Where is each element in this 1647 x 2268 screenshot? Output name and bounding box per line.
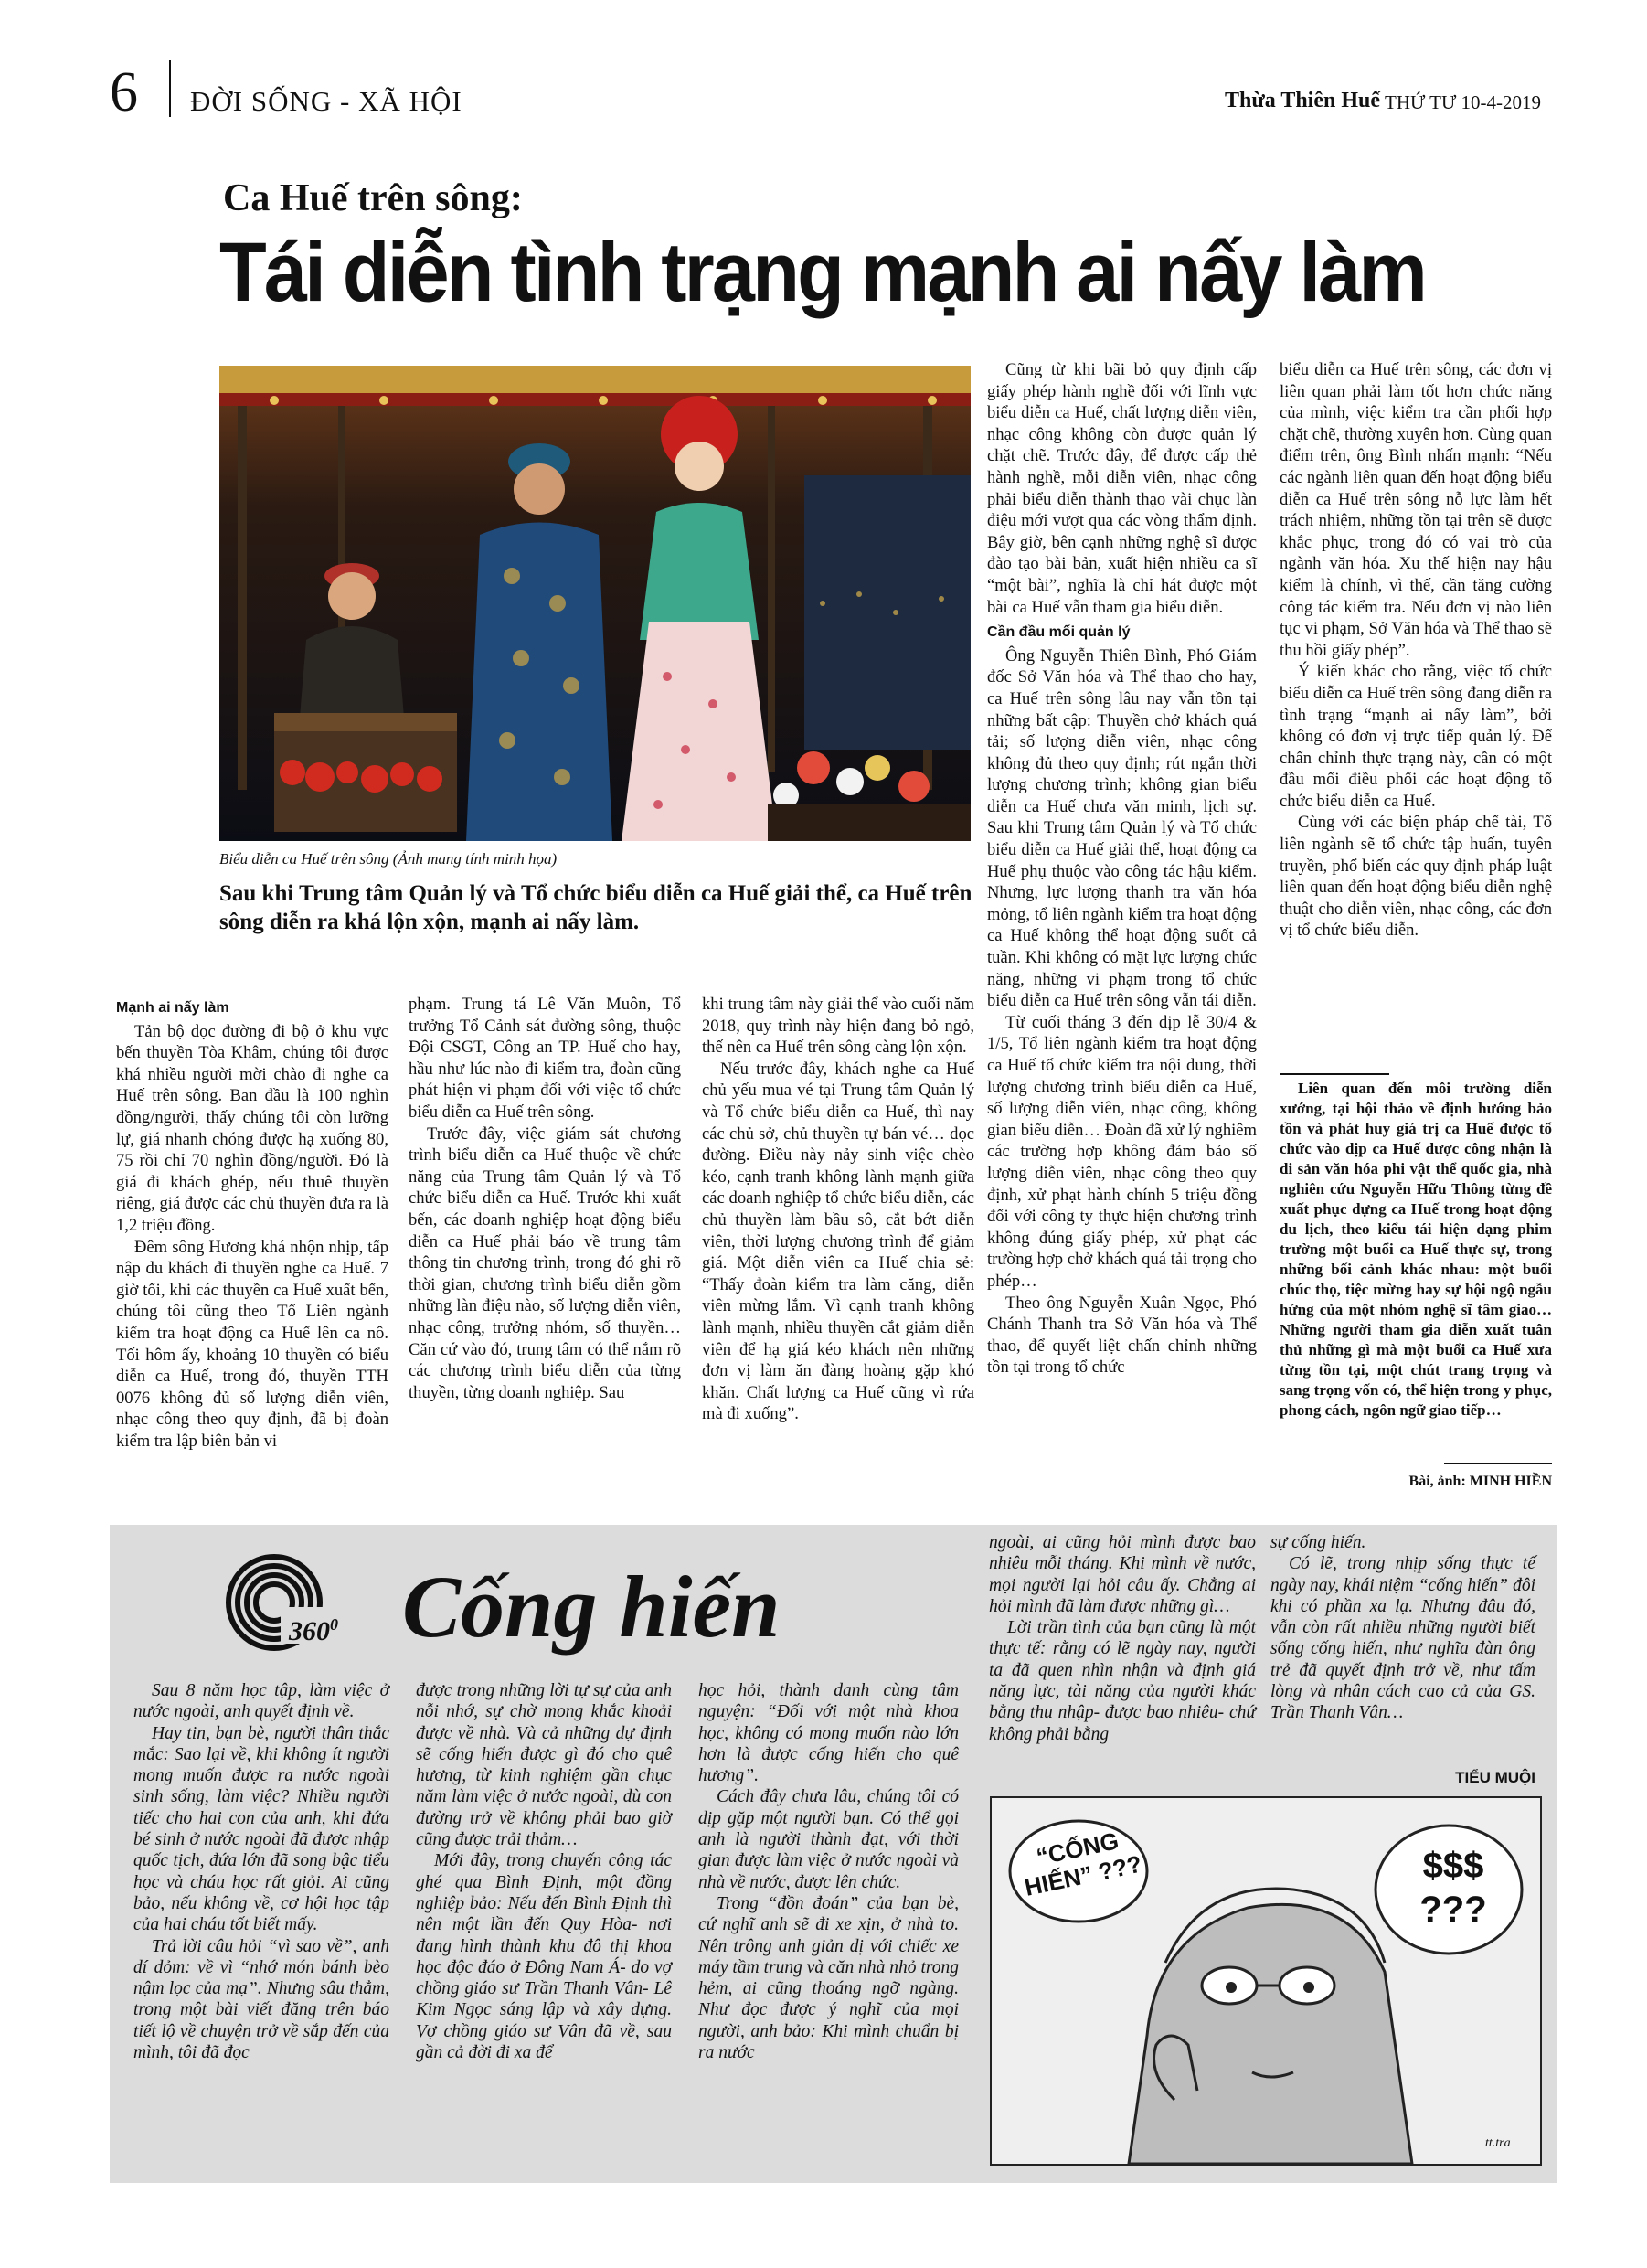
paragraph: Lời trần tình của bạn cũng là một thực tế: rằng có lẽ ngày nay, người ta đã quen nhìn nhận và định giá năng lực, tài năng của người khác bằng thu nhập- được bao nhiêu- chứ không phải bằng [989, 1618, 1256, 1744]
article-headline: Tái diễn tình trạng mạnh ai nấy làm [219, 226, 1426, 319]
article-column-5 [1280, 359, 1552, 942]
cartoon-bubble-left: “CỐNG HIẾN” ??? [1022, 1826, 1144, 1901]
cartoon-bubble-right: $$$ ??? [1419, 1846, 1487, 1930]
paragraph: Ông Nguyễn Thiên Bình, Phó Giám đốc Sở Văn hóa và Thể thao cho hay, ca Huế trên sông lâu nay vẫn tồn tại những bất cập: Thuyền chở khách quá tải; số lượng diễn viên, nhạc công không đủ theo quy định; rút ngắn thời lượng chương trình; không gian biểu diễn ca Huế chưa văn minh, lịch sự. Sau khi Trung tâm Quản lý và Tổ chức biểu diễn ca Huế giải thể, hoạt động ca Huế phụ thuộc vào công tác hậu kiểm. Nhưng, lực lượng thanh tra văn hóa mỏng, tổ liên ngành kiểm tra hoạt động ca Huế không thể hoạt động suốt cả tuần. Khi không có mặt lực lượng chức năng, những vi phạm trong tổ chức biểu diễn ca Huế trên sông vẫn tái diễn. [987, 645, 1257, 1011]
cartoon-signature: tt.tra [1485, 2136, 1511, 2150]
paragraph: Nếu trước đây, khách nghe ca Huế chủ yếu mua vé tại Trung tâm Quản lý và Tổ chức biểu diễn ca Huế, thì nay các chủ sở, chủ thuyền tự bán vé… dọc đường. Điều này nảy sinh việc chèo kéo, cạnh tranh không lành mạnh giữa các doanh nghiệp tổ chức biểu diễn, các chủ thuyền làm bầu sô, cắt bớt diễn viên, thời lượng chương trình để giảm giá. Một diễn viên ca Huế chia sẻ: “Thấy đoàn kiểm tra làm căng, diễn viên mừng lắm. Vì cạnh tranh không lành mạnh, nhiều thuyền cắt giảm diễn viên để hạ giá kéo khách nên những đơn vị làm ăn đàng hoàng gặp khó khăn. Chất lượng ca Huế cũng vì rứa mà đi xuống”. [702, 1059, 974, 1424]
column-360-author: TIỂU MUỘI [1455, 1769, 1535, 1786]
paragraph: Đêm sông Hương khá nhộn nhịp, tấp nập du khách đi thuyền nghe ca Huế. 7 giờ tối, khi các thuyền ca Huế xuất bến, chúng tôi cũng theo Tổ Liên ngành kiểm tra hoạt động ca Huế lên ca nô. Tối hôm ấy, khoảng 10 thuyền có biểu diễn ca Huế, trong đó, thuyền TTH 0076 không đủ số lượng diễn viên, nhạc công theo quy định, đã bị đoàn kiểm tra lập biên bản vi [116, 1237, 388, 1451]
paragraph: được trong những lời tự sự của anh nỗi nhớ, sự chờ mong khắc khoải được về nhà. Và cả những dự định sẽ cống hiến được gì đó cho quê hương, từ kinh nghiệm gần chục năm làm việc ở nước ngoài, dù con đường trở về không phải bao giờ cũng được trải thảm… [416, 1681, 672, 1850]
performance-photo-illustration [219, 366, 971, 841]
logo-number: 360 [289, 1616, 330, 1646]
column-360-col-3 [698, 1680, 959, 2063]
paragraph: Trong “đồn đoán” của bạn bè, cứ nghĩ anh sẽ đi xe xịn, ở nhà to. Nên trông anh giản dị với chiếc xe máy tầm trung và căn nhà nhỏ trong hẻm, ai cũng thoáng ngỡ ngàng. Như đọc được ý nghĩ của mọi người, anh bảo: Khi mình chuẩn bị ra nước [698, 1893, 959, 2063]
paper-name: Thừa Thiên Huế [1225, 89, 1381, 112]
article-column-2 [409, 994, 681, 1403]
paragraph: học hỏi, thành danh cùng tâm nguyện: “Đối với một nhà khoa học, không có mong muốn nào lớn hơn là được cống hiến cho quê hương”. [698, 1681, 959, 1786]
cartoon-illustration [990, 1796, 1542, 2166]
paragraph: sự cống hiến. [1270, 1533, 1366, 1552]
sidebar-box: Liên quan đến môi trường diễn xướng, tại hội thảo về định hướng bảo tồn và phát huy giá trị ca Huế được tổ chức vào dịp ca Huế được công nhận là di sản văn hóa phi vật thể quốc gia, nhà nghiên cứu Nguyễn Hữu Thông từng đề xuất phục dựng ca Huế trong hoạt động du lịch, theo kiểu tái hiện dạng phim trường một buổi ca Huế thực sự, trong những bối cảnh khác nhau: một buổi chúc thọ, tiệc mừng hay sự hội ngộ ngẫu hứng của một nhóm nghệ sĩ tâm giao… Những người tham gia diễn xuất tuân thủ những gì mà một buổi ca Huế xưa từng tồn tại, một chút trang trọng và sang trọng vốn có, thể hiện trong y phục, phong cách, ngôn ngữ giao tiếp… [1280, 1080, 1552, 1419]
sidebar-rule-top [1280, 1073, 1389, 1075]
paragraph: Tản bộ dọc đường đi bộ ở khu vực bến thuyền Tòa Khâm, chúng tôi được khá nhiều người mời chào đi nghe ca Huế trên sông. Ban đầu là 100 nghìn đồng/người, thấy chúng tôi còn lưỡng lự, giá nhanh chóng được hạ xuống 80, 75 rồi chỉ 70 nghìn đồng/người. Đó là giá đi khách ghép, nếu thuê thuyền riêng, giá được các chủ thuyền đưa ra là 1,2 triệu đồng. [116, 1021, 388, 1235]
article-column-4 [987, 359, 1257, 1379]
paragraph: Mới đây, trong chuyến công tác ghé qua Bình Định, một đồng nghiệp bảo: Nếu đến Bình Định thì nên một lần đến Quy Hòa- nơi đang hình thành khu đô thị khoa học độc đáo ở Đông Nam Á- do vợ chồng giáo sư Trần Thanh Vân- Lê Kim Ngọc sáng lập và xây dựng. Vợ chồng giáo sư Vân đã về, sau gần cả đời đi xa để [416, 1851, 672, 2063]
section-title: ĐỜI SỐNG - XÃ HỘI [190, 85, 462, 117]
column-360-title: Cống hiến [402, 1558, 781, 1656]
article-lead: Sau khi Trung tâm Quản lý và Tổ chức biểu diễn ca Huế giải thể, ca Huế trên sông diễn ra khá lộn xộn, mạnh ai nấy làm. [219, 881, 972, 934]
logo-degree: 0 [330, 1615, 338, 1634]
issue-date: THỨ TƯ 10-4-2019 [1385, 91, 1542, 113]
column-360-col-2 [416, 1680, 672, 2063]
page-number: 6 [110, 61, 138, 123]
byline-rule [1444, 1463, 1552, 1464]
paragraph: Có lẽ, trong nhịp sống thực tế ngày nay, khái niệm “cống hiến” đôi khi có phần xa lạ. Nhưng đâu đó, vẫn còn rất nhiều những người biết sống cống hiến, như nghĩa đàn ông trẻ đã quyết định trở về, như tấm lòng và nhân cách cao cả của GS. Trần Thanh Vân… [1270, 1554, 1535, 1723]
paragraph: ngoài, ai cũng hỏi mình được bao nhiêu mỗi tháng. Khi mình về nước, mọi người lại hỏi câu ấy. Chẳng ai hỏi mình đã làm được những gì… [989, 1533, 1256, 1616]
paragraph: Cùng với các biện pháp chế tài, Tổ liên ngành sẽ tổ chức tập huấn, tuyên truyền, phổ biến các quy định pháp luật liên quan đến hoạt động biểu diễn nghệ thuật cho diễn viên, nhạc công, các đơn vị tổ chức biểu diễn. [1280, 813, 1552, 941]
column-360-col-5 [1270, 1532, 1535, 1724]
360-logo-text [289, 1615, 338, 1647]
article-kicker: Ca Huế trên sông: [223, 177, 523, 219]
paragraph: Từ cuối tháng 3 đến dịp lễ 30/4 & 1/5, Tổ liên ngành kiểm tra hoạt động ca Huế tổ chức kiểm tra nội dung, thời lượng chương trình biểu diễn ca Huế, số lượng diễn viên, nhạc công, không gian biểu diễn… Đoàn đã xử lý nghiêm các trường hợp không đảm bảo số lượng diễn viên, nhạc công theo quy định, xử phạt hành chính 5 triệu đồng đối với công ty thực hiện chương trình không đúng giấy phép, xử phạt các trường hợp chở khách quá tải trọng cho phép… [987, 1012, 1257, 1291]
paragraph: Cũng từ khi bãi bỏ quy định cấp giấy phép hành nghề đối với lĩnh vực biểu diễn ca Huế, chất lượng diễn viên, nhạc công không còn được quản lý chặt chẽ. Trước đây, để được cấp thẻ hành nghề, mỗi diễn viên, nhạc công phải biểu diễn thành thạo vài chục làn điệu mới vượt qua các vòng thẩm định. Bây giờ, bên cạnh những nghệ sĩ được đào tạo bài bản, xuất hiện nhiều ca sĩ “một bài”, nghĩa là chỉ hát được một bài ca Huế vẫn tham gia biểu diễn. [987, 360, 1257, 617]
paragraph: Sau 8 năm học tập, làm việc ở nước ngoài, anh quyết định về. [133, 1681, 389, 1722]
article-column-1 [116, 994, 388, 1452]
article-byline: Bài, ảnh: MINH HIỀN [1408, 1474, 1552, 1489]
paragraph: Trước đây, việc giám sát chương trình biểu diễn ca Huế thuộc về chức năng của Trung tâm Quản lý và Tổ chức biểu diễn ca Huế. Trước khi xuất bến, các doanh nghiệp hoạt động biểu diễn ca Huế phải báo về trung tâm thông tin chương trình, trong đó ghi rõ thời gian, chương trình biểu diễn gồm những làn điệu nào, số lượng diễn viên, nhạc công, trưởng nhóm, số thuyền… Căn cứ vào đó, trung tâm có thể nắm rõ các chương trình biểu diễn của từng thuyền, từng doanh nghiệp. Sau [409, 1123, 681, 1402]
paragraph: khi trung tâm này giải thể vào cuối năm 2018, quy trình này hiện đang bỏ ngỏ, thế nên ca Huế trên sông càng lộn xộn. [702, 995, 974, 1058]
paragraph: phạm. Trung tá Lê Văn Muôn, Tổ trưởng Tổ Cảnh sát đường sông, thuộc Đội CSGT, Công an TP. Huế cho hay, hầu như lúc nào đi kiểm tra, đoàn cũng phát hiện vi phạm đối với việc tổ chức biểu diễn ca Huế trên sông. [409, 995, 681, 1122]
paragraph: biểu diễn ca Huế trên sông, các đơn vị liên quan phải làm tốt hơn chức năng của mình, việc kiểm tra cần phối hợp chặt chẽ, thường xuyên hơn. Cùng quan điểm trên, ông Bình nhấn mạnh: “Nếu các ngành liên quan đến hoạt động biểu diễn ca Huế trên sông nỗ lực làm hết trách nhiệm, những tồn tại trên sẽ được khắc phục, trong đó có vai trò của ngành văn hóa. Xu thế hiện nay hậu kiểm là chính, vì thế, cần tăng cường công tác kiểm tra. Nếu đơn vị nào liên tục vi phạm, Sở Văn hóa và Thể thao sẽ thu hồi giấy phép”. [1280, 360, 1552, 660]
header-divider [169, 60, 171, 117]
subhead-manh-ai-nay-lam: Mạnh ai nấy làm [116, 1000, 229, 1016]
paragraph: Theo ông Nguyễn Xuân Ngọc, Phó Chánh Thanh tra Sở Văn hóa và Thể thao, để quyết liệt chấn chỉnh những tồn tại trong tổ chức [987, 1293, 1257, 1378]
article-column-3 [702, 994, 974, 1425]
subhead-can-dau-moi: Cần đầu mối quản lý [987, 624, 1131, 641]
article-photo [219, 366, 971, 841]
paragraph: Hay tin, bạn bè, người thân thắc mắc: Sao lại về, khi không ít người mong muốn được ra nước ngoài sinh sống, làm việc? Nhiều người tiếc cho hai con của anh, khi đứa bé sinh ở nước ngoài đã được nhập quốc tịch, đứa lớn đã song bậc tiểu học và cháu học rất giỏi. Ai cũng bảo, nếu không về, cơ hội học tập của hai cháu tốt biết mấy. [133, 1723, 389, 1935]
photo-caption: Biểu diễn ca Huế trên sông (Ảnh mang tính minh họa) [219, 850, 558, 868]
paragraph: Cách đây chưa lâu, chúng tôi có dịp gặp một người bạn. Có thể gọi anh là người thành đạt, với thời gian được làm việc ở nước ngoài và nhà về nước, được lên chức. [698, 1787, 959, 1892]
column-360-col-1 [133, 1680, 389, 2063]
paragraph: Ý kiến khác cho rằng, việc tổ chức biểu diễn ca Huế trên sông đang diễn ra tình trạng “mạnh ai nấy làm”, bởi không có đơn vị trực tiếp quản lý. Để chấn chỉnh thực trạng này, cần có một đầu mối điều phối các hoạt động tổ chức biểu diễn ca Huế. [1280, 662, 1552, 811]
paragraph: Trả lời câu hỏi “vì sao về”, anh dí dỏm: về vì “nhớ món bánh bèo nậm lọc của mạ”. Nhưng sâu thẳm, trong một bài viết đăng trên báo tiết lộ về chuyện trở về sắp đến của mình, tôi đã đọc [133, 1936, 389, 2063]
column-360-col-4 [989, 1532, 1256, 1745]
